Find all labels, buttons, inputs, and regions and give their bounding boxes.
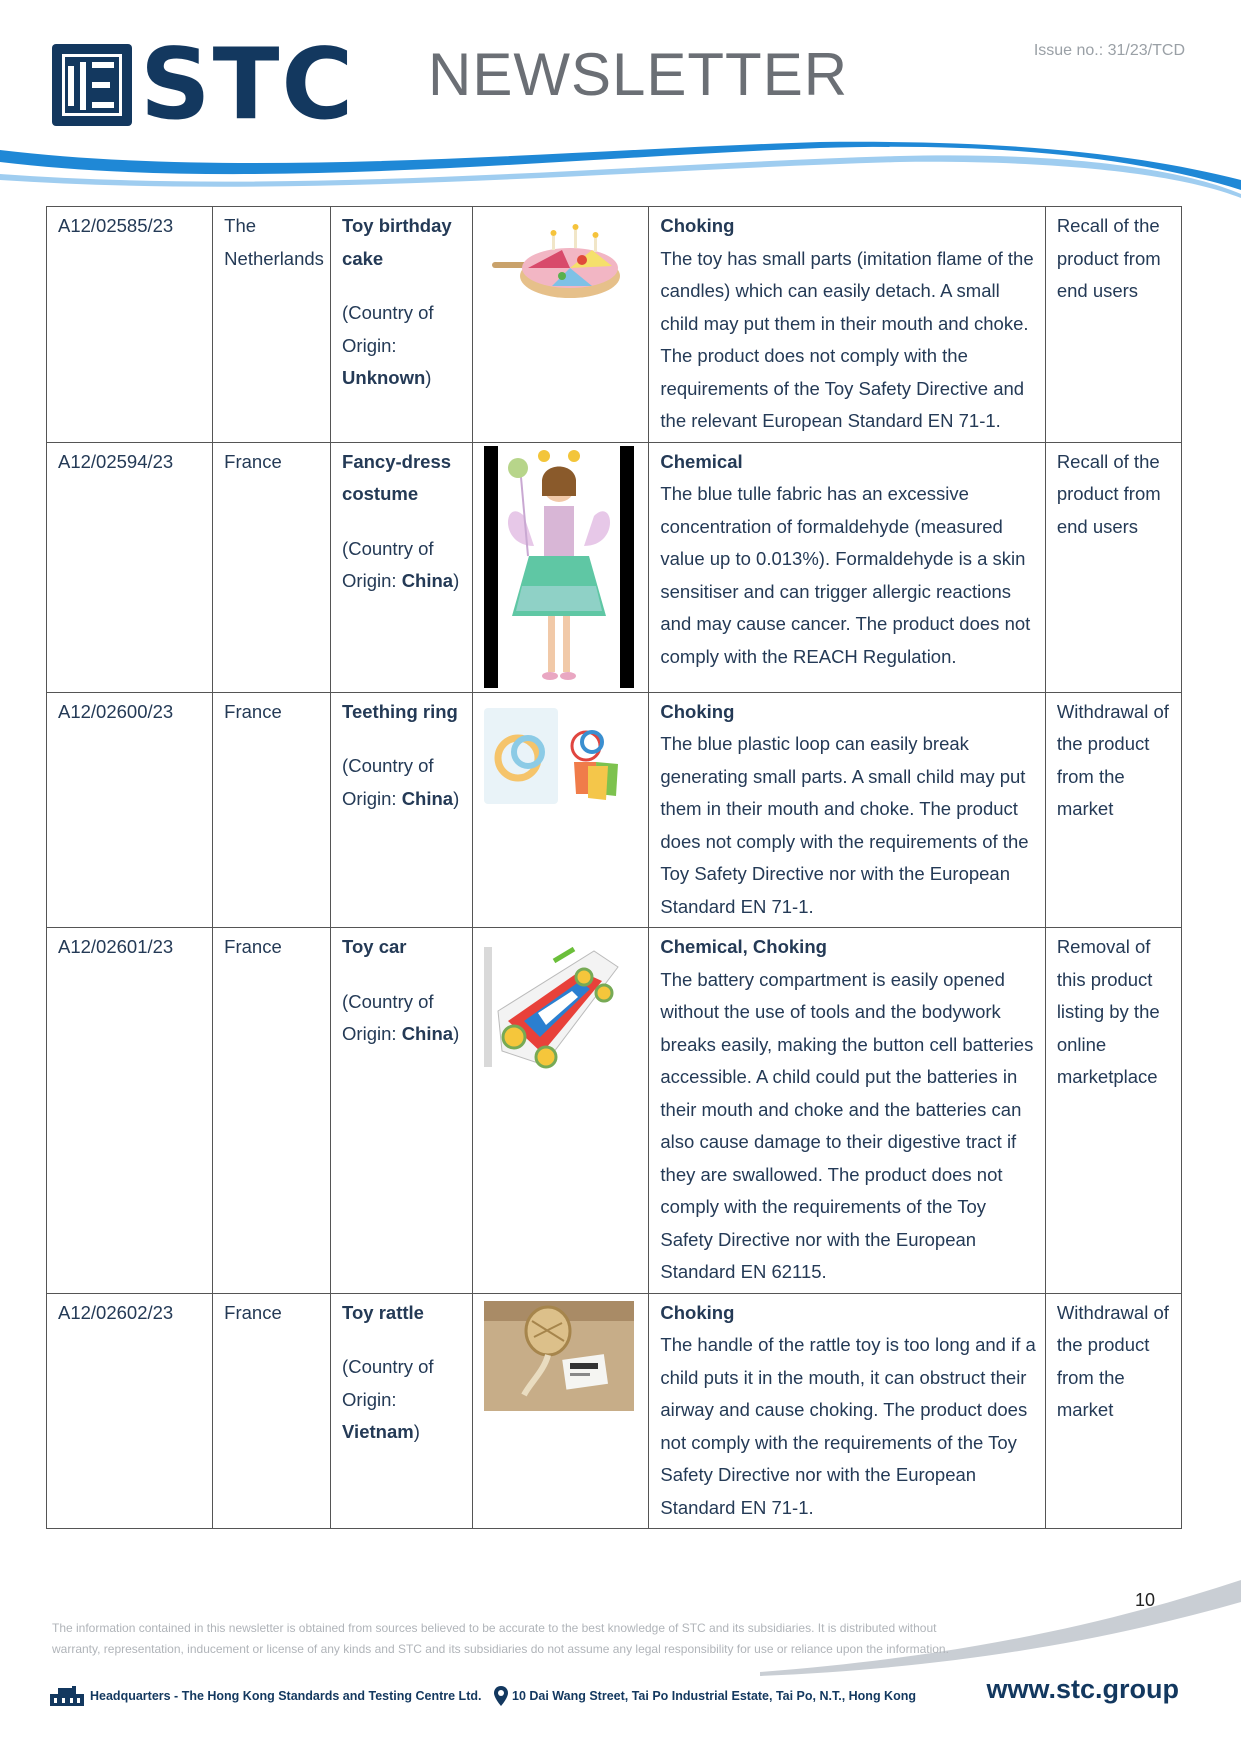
risk-type: Chemical bbox=[660, 450, 743, 472]
stc-logo-icon bbox=[52, 44, 132, 126]
country-cell: France bbox=[213, 692, 331, 928]
teething-ring-image bbox=[484, 706, 634, 806]
country-of-origin: (Country of Origin: Vietnam) bbox=[342, 1356, 434, 1442]
image-cell bbox=[473, 442, 649, 692]
product-name: Toy rattle bbox=[342, 1301, 424, 1323]
country-of-origin: (Country of Origin: Unknown) bbox=[342, 302, 434, 388]
ref-cell: A12/02600/23 bbox=[47, 692, 213, 928]
country-cell: France bbox=[213, 928, 331, 1294]
product-cell bbox=[331, 928, 473, 1294]
building-icon bbox=[50, 1686, 84, 1706]
country-cell: The Netherlands bbox=[213, 207, 331, 443]
toy-car-image bbox=[484, 941, 624, 1073]
country-of-origin: (Country of Origin: China) bbox=[342, 755, 460, 809]
website-link[interactable]: www.stc.group bbox=[986, 1674, 1179, 1704]
product-cell bbox=[331, 442, 473, 692]
image-cell bbox=[473, 1293, 649, 1529]
country-of-origin: (Country of Origin: China) bbox=[342, 990, 460, 1044]
table-row bbox=[47, 928, 1182, 1294]
risk-description: The handle of the rattle toy is too long and if a child puts it in the mouth, it can obstruct their airway and cause choking. The product does not comply with the requirements of the Toy Safety Directive nor with the European Standard EN 71-1. bbox=[660, 1334, 1036, 1518]
measure-cell: Recall of the product from end users bbox=[1045, 207, 1181, 443]
country-cell: France bbox=[213, 1293, 331, 1529]
product-cell bbox=[331, 207, 473, 443]
measure-cell: Recall of the product from end users bbox=[1045, 442, 1181, 692]
risk-type: Choking bbox=[660, 700, 735, 722]
header-swoosh bbox=[0, 140, 1241, 200]
image-cell bbox=[473, 207, 649, 443]
product-name: Teething ring bbox=[342, 700, 458, 722]
address-text: 10 Dai Wang Street, Tai Po Industrial Estate, Tai Po, N.T., Hong Kong bbox=[512, 1689, 916, 1703]
description-cell bbox=[649, 692, 1045, 928]
table-row bbox=[47, 1293, 1182, 1529]
location-pin-icon bbox=[494, 1686, 508, 1706]
ref-cell: A12/02602/23 bbox=[47, 1293, 213, 1529]
table-row bbox=[47, 692, 1182, 928]
risk-description: The blue tulle fabric has an excessive concentration of formaldehyde (measured value up to 0.013%). Formaldehyde is a skin sensitiser and can trigger allergic reactions and may cause cancer. The product does not comply with the REACH Regulation. bbox=[660, 483, 1031, 667]
image-cell bbox=[473, 692, 649, 928]
logo-text: STC bbox=[140, 28, 356, 142]
issue-number: Issue no.: 31/23/TCD bbox=[1033, 42, 1185, 59]
table-row bbox=[47, 207, 1182, 443]
footer-headquarters bbox=[50, 1686, 481, 1706]
table-row bbox=[47, 442, 1182, 692]
risk-description: The toy has small parts (imitation flame of the candles) which can easily detach. A small child may put them in their mouth and choke. The product does not comply with the requirements of the Toy Safety Directive and the relevant European Standard EN 71-1. bbox=[660, 247, 1034, 431]
product-cell bbox=[331, 692, 473, 928]
country-cell: France bbox=[213, 442, 331, 692]
description-cell bbox=[649, 928, 1045, 1294]
toy-rattle-image bbox=[484, 1301, 634, 1411]
product-name: Toy car bbox=[342, 936, 407, 957]
risk-description: The battery compartment is easily opened without the use of tools and the bodywork breaks easily, making the button cell batteries accessible. A child could put the batteries in their mouth and choke and the batteries can also cause damage to their digestive tract if they are swallowed. The product does not comply with the requirements of the Toy Safety Directive nor with the European Standard EN 62115. bbox=[660, 968, 1034, 1282]
image-cell bbox=[473, 928, 649, 1294]
description-cell bbox=[649, 207, 1045, 443]
risk-description: The blue plastic loop can easily break generating small parts. A small child may put them in their mouth and choke. The product does not comply with the requirements of the Toy Safety Directive nor with the European Standard EN 71-1. bbox=[660, 733, 1029, 917]
measure-cell: Removal of this product listing by the online marketplace bbox=[1045, 928, 1181, 1294]
ref-cell: A12/02594/23 bbox=[47, 442, 213, 692]
recall-table bbox=[46, 206, 1182, 1529]
risk-type: Chemical, Choking bbox=[660, 936, 827, 957]
description-cell bbox=[649, 442, 1045, 692]
product-cell bbox=[331, 1293, 473, 1529]
footer-address bbox=[494, 1686, 916, 1706]
ref-cell: A12/02585/23 bbox=[47, 207, 213, 443]
newsletter-title: NEWSLETTER bbox=[428, 41, 849, 108]
risk-type: Choking bbox=[660, 215, 735, 236]
fancy-dress-costume-image bbox=[484, 446, 634, 688]
product-name: Fancy-dress costume bbox=[342, 450, 452, 504]
toy-birthday-cake-image bbox=[492, 216, 622, 306]
country-of-origin: (Country of Origin: China) bbox=[342, 537, 460, 591]
page-number: 10 bbox=[1135, 1590, 1156, 1610]
measure-cell: Withdrawal of the product from the market bbox=[1045, 1293, 1181, 1529]
risk-type: Choking bbox=[660, 1301, 735, 1323]
headquarters-text: Headquarters - The Hong Kong Standards and Testing Centre Ltd. bbox=[90, 1689, 482, 1703]
description-cell bbox=[649, 1293, 1045, 1529]
product-name: Toy birthday cake bbox=[342, 215, 452, 269]
measure-cell: Withdrawal of the product from the market bbox=[1045, 692, 1181, 928]
disclaimer: The information contained in this newsletter is obtained from sources believed to be accurate to the best knowledge of STC and its subsidiaries. It is distributed without warranty, representation, inducement or license of any kinds and STC and its subsidiaries do not assume any legal responsibility for use or reliance upon the information. bbox=[52, 1621, 949, 1656]
ref-cell: A12/02601/23 bbox=[47, 928, 213, 1294]
